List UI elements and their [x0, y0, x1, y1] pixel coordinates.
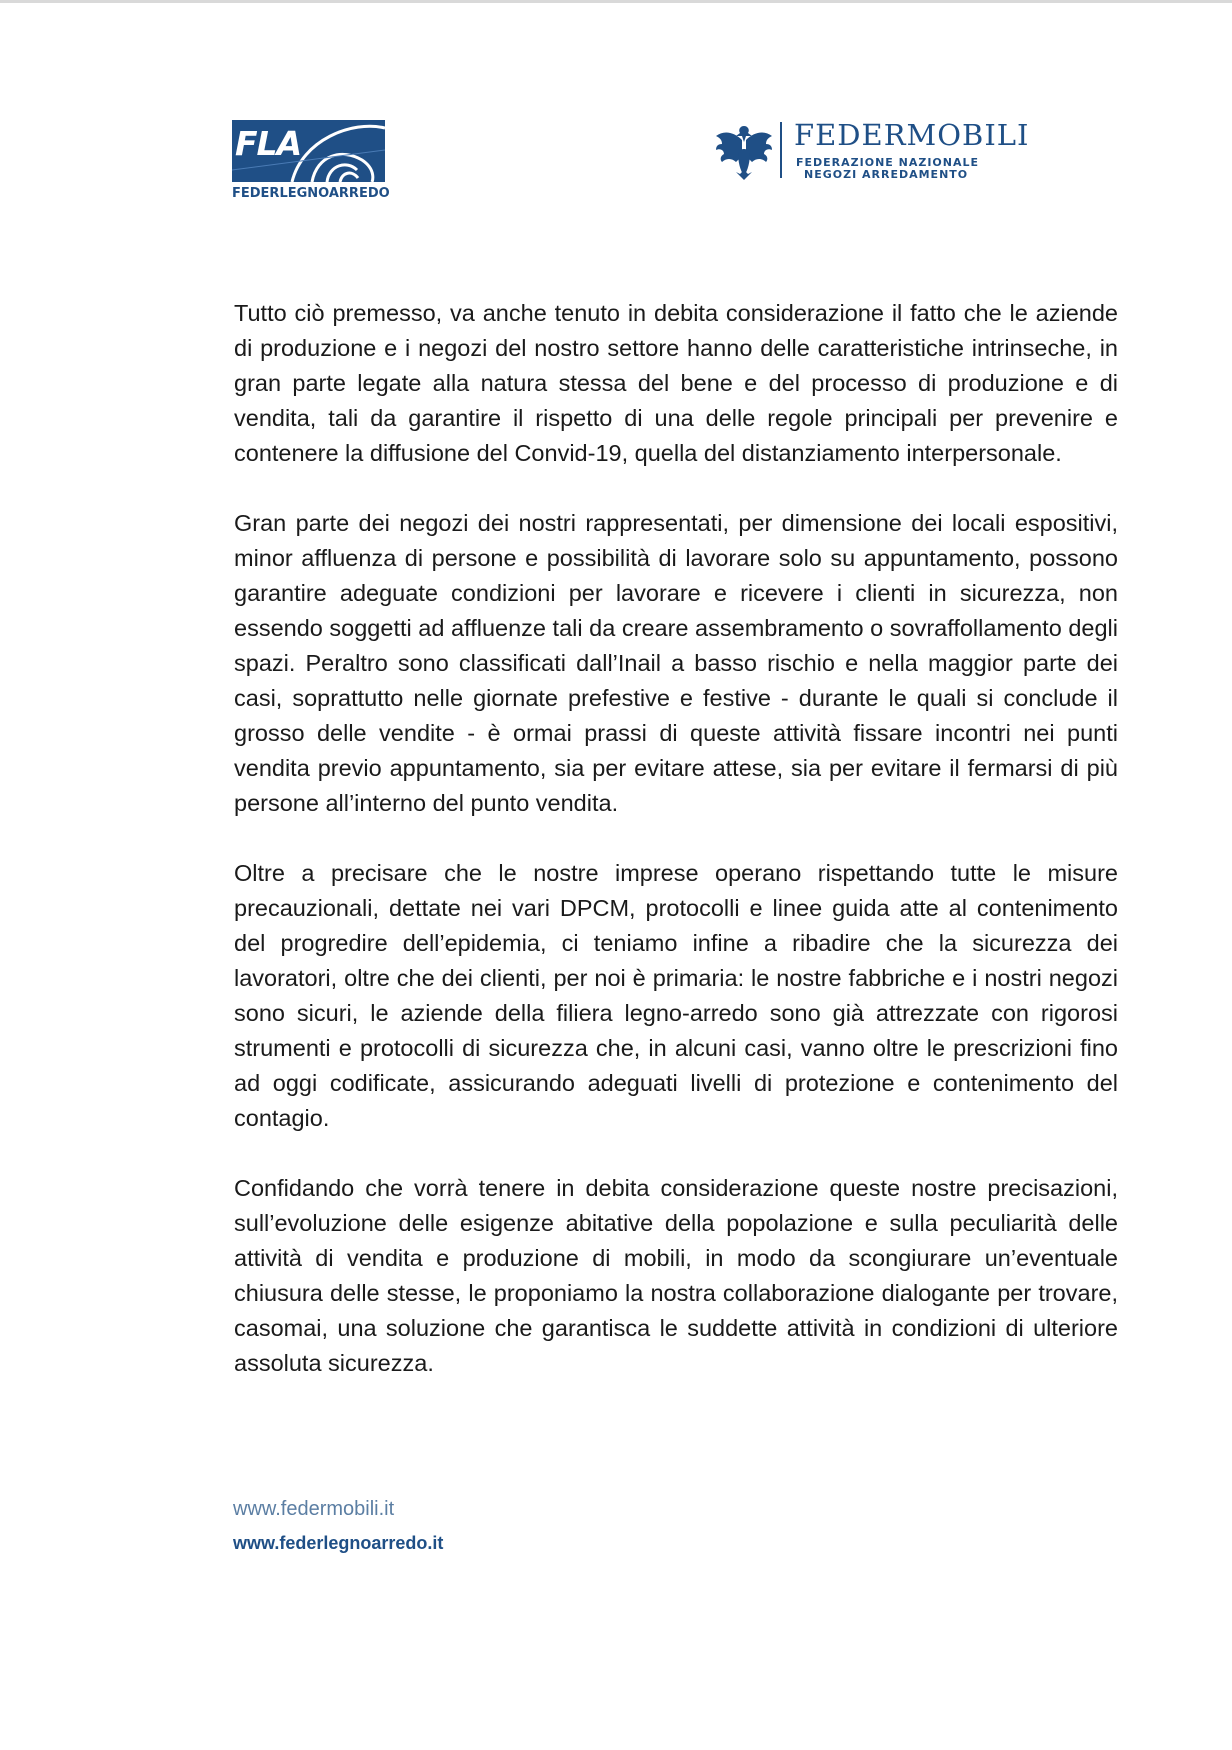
fla-logo-mark [232, 120, 385, 182]
federmobili-link[interactable]: www.federmobili.it [233, 1498, 395, 1520]
paragraph-3: Oltre a precisare che le nostre imprese operano rispettando tutte le misure precauzionali, dettate nei vari DPCM, protocolli e linee guida atte al contenimento del progredire dell’epidemia, ci teniamo infine a ribadire che la sicurezza dei lavoratori, oltre che dei clienti, per noi è primaria: le nostre fabbriche e i nostri negozi sono sicuri, le aziende della filiera legno-arredo sono già attrezzate con rigorosi strumenti e protocolli di sicurezza che, in alcuni casi, vanno oltre le prescrizioni fino ad oggi codificate, assicurando adeguati livelli di protezione e contenimento del contagio. [234, 860, 1118, 1131]
paragraph-2: Gran parte dei negozi dei nostri rappresentati, per dimensione dei locali espositivi, minor affluenza di persone e possibilità di lavorare solo su appuntamento, possono garantire adeguate condizioni per lavorare e ricevere i clienti in sicurezza, non essendo soggetti ad affluenze tali da creare assembramento o sovraffollamento degli spazi. Peraltro sono classificati dall’Inail a basso rischio e nella maggior parte dei casi, soprattutto nelle giornate prefestive e festive - durante le quali si conclude il grosso delle vendite - è ormai prassi di queste attività fissare incontri nei punti vendita previo appuntamento, sia per evitare attese, sia per evitare il fermarsi di più persone all’interno del punto vendita. [234, 510, 1118, 816]
federmobili-subtitle-2: NEGOZI ARREDAMENTO [804, 168, 969, 181]
eagle-emblem-icon [714, 122, 774, 180]
fla-letters: FLA [235, 124, 302, 163]
federlegnoarredo-link[interactable]: www.federlegnoarredo.it [233, 1533, 444, 1553]
fla-logo [232, 120, 390, 204]
logo-divider [780, 122, 782, 178]
federmobili-logo [714, 118, 1030, 184]
top-rule [0, 0, 1232, 3]
fla-name: FEDERLEGNOARREDO [232, 186, 390, 201]
federmobili-title: FEDERMOBILI [794, 118, 1030, 152]
federmobili-subtitle-1: FEDERAZIONE NAZIONALE [796, 156, 980, 169]
letter-body [234, 296, 1118, 1416]
paragraph-1: Tutto ciò premesso, va anche tenuto in debita considerazione il fatto che le aziende di produzione e i negozi del nostro settore hanno delle caratteristiche intrinseche, in gran parte legate alla natura stessa del bene e del processo di produzione e di vendita, tali da garantire il rispetto di una delle regole principali per prevenire e contenere la diffusione del Convid-19, quella del distanziamento interpersonale. [234, 300, 1118, 466]
paragraph-4: Confidando che vorrà tenere in debita considerazione queste nostre precisazioni, sull’evoluzione delle esigenze abitative della popolazione e sulla peculiarità delle attività di vendita e produzione di mobili, in modo da scongiurare un’eventuale chiusura delle stesse, le proponiamo la nostra collaborazione dialogante per trovare, casomai, una soluzione che garantisca le suddette attività in condizioni di ulteriore assoluta sicurezza. [234, 1175, 1118, 1376]
footer [233, 1492, 443, 1560]
